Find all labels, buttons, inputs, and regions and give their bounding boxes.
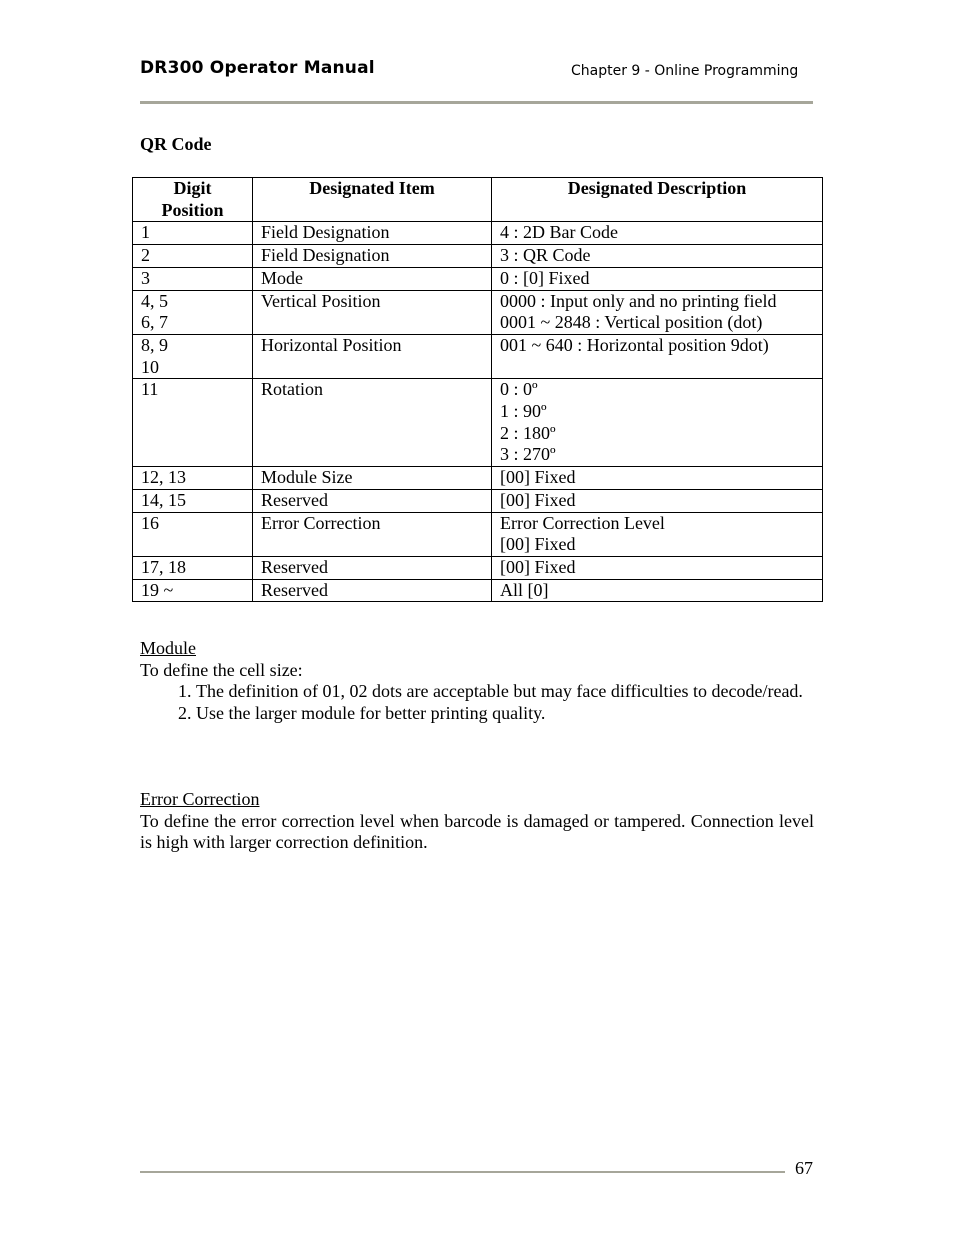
section-title: QR Code [140,134,212,154]
table-row [133,245,823,268]
module-list [140,681,814,724]
table-header-row [133,178,823,222]
digit-line: 1 [141,222,150,243]
cell-designated-item: Reserved [253,489,492,512]
cell-designated-item: Horizontal Position [253,334,492,378]
table-row [133,512,823,556]
digit-line: 16 [141,512,159,533]
description-line: 001 ~ 640 : Horizontal position 9dot) [500,334,769,355]
digit-line: 6, 7 [141,312,168,333]
cell-designated-item: Field Designation [253,245,492,268]
cell-digit-position [133,489,253,512]
description-line: [00] Fixed [500,489,576,510]
description-line: [00] Fixed [500,534,576,555]
table-row [133,222,823,245]
description-line: Error Correction Level [500,512,665,533]
table-row [133,379,823,467]
table-row [133,489,823,512]
cell-designated-description [492,222,823,245]
header-digit-position [133,178,253,222]
description-line: 4 : 2D Bar Code [500,222,618,243]
description-line: 0 : 0º [500,379,538,400]
table-row [133,579,823,602]
header-digit-line1: Digit [173,178,212,198]
digit-line: 17, 18 [141,556,186,577]
description-line: [00] Fixed [500,556,576,577]
cell-digit-position [133,267,253,290]
cell-designated-item: Reserved [253,579,492,602]
cell-designated-description [492,334,823,378]
cell-designated-description [492,245,823,268]
cell-designated-description [492,489,823,512]
header-divider [140,101,813,104]
cell-designated-description [492,379,823,467]
digit-line: 8, 9 [141,334,168,355]
cell-designated-description [492,290,823,334]
digit-line: 11 [141,379,159,400]
cell-digit-position [133,290,253,334]
module-section [140,638,814,725]
description-line: 2 : 180º [500,422,556,443]
table-row [133,334,823,378]
table-row [133,467,823,490]
description-line: 3 : 270º [500,444,556,465]
error-correction-text: To define the error correction level when barcode is damaged or tampered. Connection level is high with larger correction definition. [140,810,814,853]
header-digit-line2: Position [161,199,224,220]
header-designated-description: Designated Description [492,178,823,222]
error-correction-section [140,789,814,854]
manual-title: DR300 Operator Manual [140,58,375,78]
digit-line: 19 ~ [141,579,174,600]
cell-digit-position [133,222,253,245]
cell-designated-item: Reserved [253,556,492,579]
description-line: 1 : 90º [500,401,547,422]
module-intro: To define the cell size: [140,659,303,680]
qr-code-spec-table [132,177,823,602]
cell-designated-item: Field Designation [253,222,492,245]
cell-designated-description [492,467,823,490]
list-item: 1. The definition of 01, 02 dots are acceptable but may face difficulties to decode/read. [196,681,814,703]
chapter-title: Chapter 9 - Online Programming [571,63,799,79]
cell-digit-position [133,245,253,268]
cell-designated-item: Rotation [253,379,492,467]
cell-designated-item: Vertical Position [253,290,492,334]
cell-designated-description [492,512,823,556]
digit-line: 2 [141,245,150,266]
table-body [133,222,823,602]
cell-digit-position [133,556,253,579]
digit-line: 4, 5 [141,290,168,311]
description-line: 3 : QR Code [500,245,591,266]
cell-designated-description [492,579,823,602]
table-row [133,556,823,579]
cell-designated-item: Module Size [253,467,492,490]
digit-line: 10 [141,356,159,377]
error-correction-heading: Error Correction [140,789,260,809]
description-line: 0000 : Input only and no printing field [500,290,777,311]
table-row [133,290,823,334]
digit-line: 3 [141,267,150,288]
header-designated-item: Designated Item [253,178,492,222]
cell-designated-item: Error Correction [253,512,492,556]
description-line: All [0] [500,579,549,600]
cell-digit-position [133,579,253,602]
cell-digit-position [133,467,253,490]
description-line: 0001 ~ 2848 : Vertical position (dot) [500,312,763,333]
cell-digit-position [133,512,253,556]
description-line: 0 : [0] Fixed [500,267,590,288]
digit-line: 12, 13 [141,467,186,488]
cell-designated-description [492,556,823,579]
description-line: [00] Fixed [500,467,576,488]
cell-digit-position [133,379,253,467]
cell-designated-item: Mode [253,267,492,290]
page-number: 67 [795,1158,813,1178]
list-item: 2. Use the larger module for better printing quality. [196,703,814,725]
table-row [133,267,823,290]
cell-digit-position [133,334,253,378]
footer-divider [140,1171,785,1173]
digit-line: 14, 15 [141,489,186,510]
cell-designated-description [492,267,823,290]
module-heading: Module [140,638,196,658]
